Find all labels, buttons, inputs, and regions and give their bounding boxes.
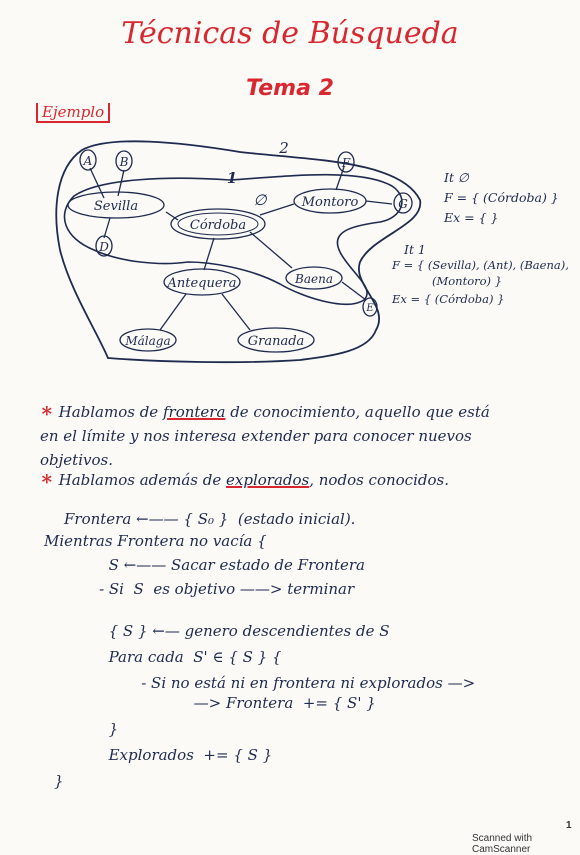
iteration-1-title: It 1 xyxy=(404,242,426,257)
code-line: Mientras Frontera no vacía { xyxy=(44,532,267,550)
iteration-0-explored: Ex = { } xyxy=(444,210,499,225)
code-line: S ←—— Sacar estado de Frontera xyxy=(80,556,365,574)
code-line: } xyxy=(54,772,64,790)
search-graph-diagram xyxy=(0,125,580,375)
node-d: D xyxy=(99,240,109,254)
page-number: 1 xyxy=(566,820,572,831)
node-antequera: Antequera xyxy=(167,276,237,291)
node-montoro: Montoro xyxy=(301,195,359,210)
code-line: Para cada S' ∈ { S } { xyxy=(80,648,282,666)
example-label: Ejemplo xyxy=(36,103,110,123)
node-malaga: Málaga xyxy=(125,334,171,348)
node-e: E xyxy=(366,303,374,314)
region-label-2: 2 xyxy=(279,139,289,157)
term-explorados: explorados xyxy=(226,471,310,489)
code-line: } xyxy=(80,720,119,738)
iteration-0-frontier: F = { (Córdoba) } xyxy=(444,190,559,205)
graph-edges xyxy=(90,167,392,330)
iteration-1-frontier: F = { (Sevilla), (Ant), (Baena), xyxy=(392,258,569,272)
code-line: { S } ←— genero descendientes de S xyxy=(80,622,390,640)
iteration-1-frontier-cont: (Montoro) } xyxy=(432,274,503,288)
code-line: Explorados += { S } xyxy=(80,746,273,764)
city-nodes xyxy=(68,189,366,352)
code-line: - Si S es objetivo ——> terminar xyxy=(80,580,355,598)
code-line: Frontera ←—— { S₀ } (estado inicial). xyxy=(64,510,356,528)
iteration-0-title: It ∅ xyxy=(444,170,469,185)
code-line: - Si no está ni en frontera ni explorados —> xyxy=(84,674,476,692)
iteration-1-explored: Ex = { (Córdoba) } xyxy=(392,292,505,306)
page-title: Técnicas de Búsqueda xyxy=(121,16,459,51)
region-label-0: ∅ xyxy=(253,191,267,209)
node-f: F xyxy=(341,156,351,170)
region-label-1: 1 xyxy=(226,169,238,187)
page-subtitle: Tema 2 xyxy=(246,76,334,101)
node-granada: Granada xyxy=(247,334,305,349)
node-sevilla: Sevilla xyxy=(93,199,139,214)
node-cordoba: Córdoba xyxy=(189,218,247,233)
node-baena: Baena xyxy=(295,272,333,286)
term-frontera: frontera xyxy=(162,403,226,421)
node-b: B xyxy=(119,155,129,169)
code-line xyxy=(44,612,564,622)
paragraph-frontier: ∗ Hablamos de frontera de conocimiento, aquello que está en el límite y nos interesa extender para conocer nuevos objetivos. xyxy=(40,398,490,469)
paragraph-explored: ∗ Hablamos además de explorados, nodos conocidos. xyxy=(40,466,449,490)
pseudocode-block xyxy=(44,510,564,798)
scanner-watermark: Scanned with CamScanner xyxy=(472,833,533,855)
code-line: —> Frontera += { S' } xyxy=(84,694,376,712)
node-g: G xyxy=(398,197,408,211)
node-a: A xyxy=(83,154,93,168)
letter-nodes xyxy=(80,150,412,316)
